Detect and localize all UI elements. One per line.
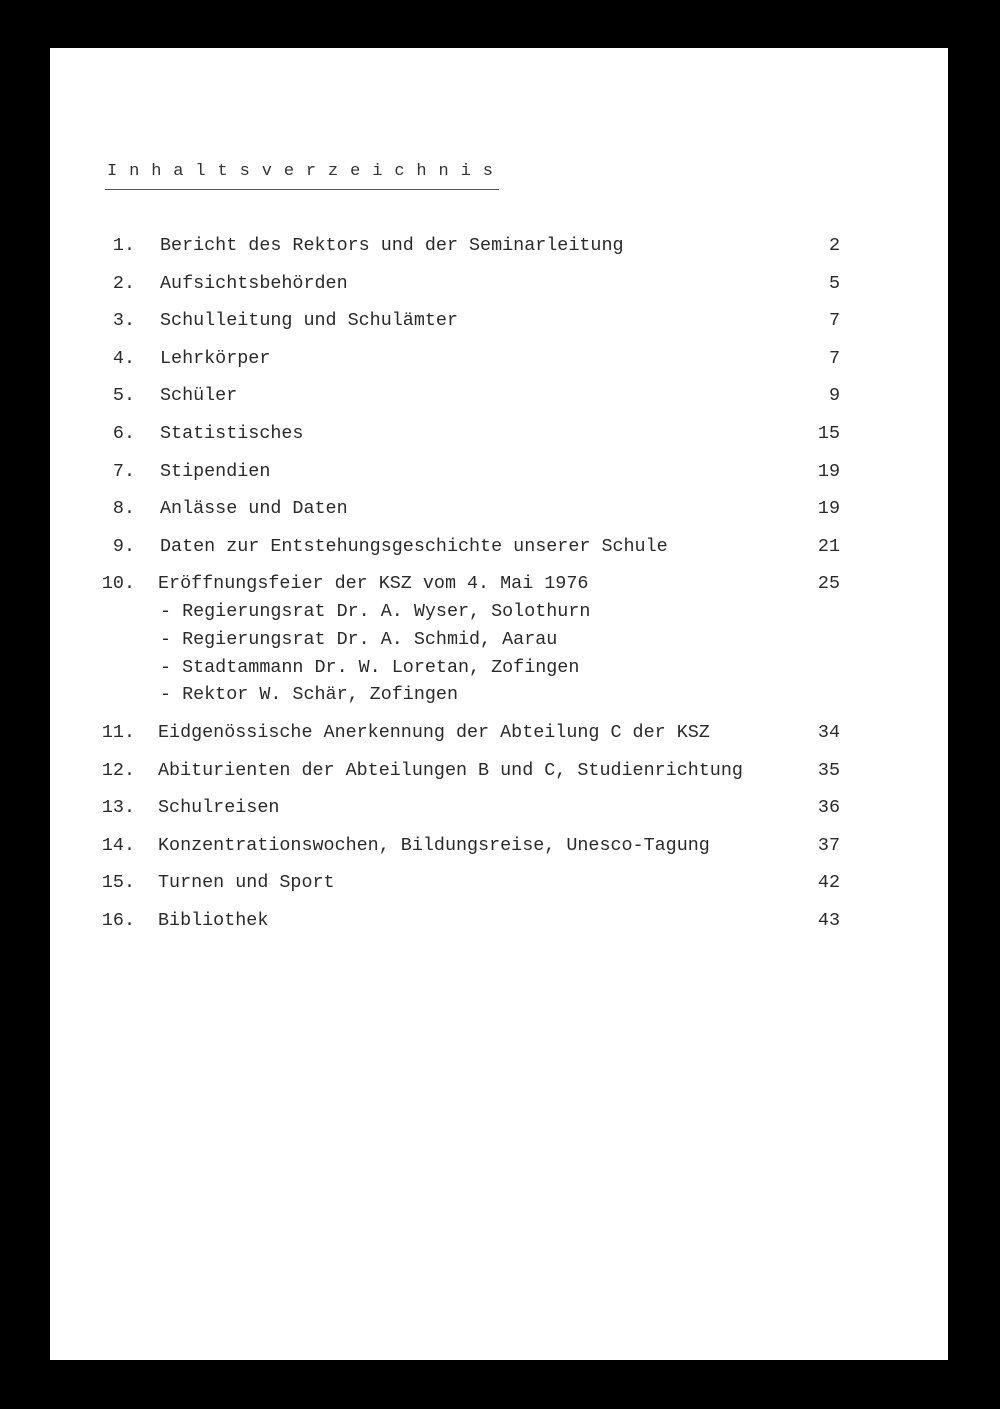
toc-entry (50, 798, 948, 836)
toc-entry (50, 836, 948, 874)
entry-page-number: 19 (817, 460, 840, 482)
entry-title: Bibliothek (158, 909, 269, 931)
page-title: Inhaltsverzeichnis (107, 162, 505, 181)
entry-title: Statistisches (160, 422, 304, 444)
entry-page-number: 35 (817, 759, 840, 781)
entry-number: 5. (112, 385, 135, 407)
toc-entry (50, 462, 948, 500)
entry-title: Eröffnungsfeier der KSZ vom 4. Mai 1976 (158, 573, 589, 595)
entry-page-number: 25 (817, 573, 840, 595)
entry-title: Daten zur Entstehungsgeschichte unserer Schule (160, 535, 668, 557)
entry-page-number: 7 (828, 310, 840, 332)
entry-page-number: 19 (817, 498, 840, 520)
entry-title: Aufsichtsbehörden (160, 272, 348, 294)
toc-entry (50, 424, 948, 462)
entry-title: Schulleitung und Schulämter (160, 310, 458, 332)
entry-page-number: 2 (828, 235, 840, 256)
sub-entry: - Regierungsrat Dr. A. Schmid, Aarau (160, 628, 558, 650)
entry-title: Konzentrationswochen, Bildungsreise, Unesco-Tagung (158, 834, 710, 856)
toc-entry (50, 761, 948, 799)
entry-page-number: 21 (817, 535, 840, 557)
entry-number: 11. (101, 722, 135, 744)
toc-entry (50, 499, 948, 537)
entry-number: 8. (112, 498, 135, 520)
entry-page-number: 43 (817, 909, 840, 931)
entry-number: 4. (112, 347, 135, 369)
entry-page-number: 5 (828, 272, 840, 294)
entry-number: 15. (101, 872, 135, 894)
entry-number: 6. (112, 422, 135, 444)
entry-page-number: 42 (817, 872, 840, 894)
toc-entry (50, 723, 948, 761)
toc-entry (50, 236, 948, 274)
title-underline (105, 189, 499, 190)
toc-entry (50, 386, 948, 424)
entry-number: 13. (101, 797, 135, 819)
entry-number: 2. (112, 272, 135, 294)
entry-number: 14. (101, 834, 135, 856)
entry-title: Lehrkörper (160, 347, 271, 369)
toc-entry (50, 537, 948, 575)
entry-title: Anlässe und Daten (160, 498, 348, 520)
entry-title: Eidgenössische Anerkennung der Abteilung C der KSZ (158, 722, 710, 744)
sub-entry: - Regierungsrat Dr. A. Wyser, Solothurn (160, 601, 591, 623)
entry-number: 9. (112, 535, 135, 557)
document-page (50, 48, 948, 1360)
entry-number: 7. (112, 460, 135, 482)
entry-page-number: 34 (817, 722, 840, 744)
toc-entry (50, 274, 948, 312)
entry-page-number: 36 (817, 797, 840, 819)
entry-number: 12. (101, 759, 135, 781)
entry-title: Stipendien (160, 460, 271, 482)
toc-entry (50, 911, 948, 949)
entry-number: 16. (101, 909, 135, 931)
sub-entries (160, 602, 948, 713)
entry-title: Schulreisen (158, 797, 280, 819)
toc-entry (50, 574, 948, 723)
toc-entry (50, 873, 948, 911)
entry-number: 3. (112, 310, 135, 332)
entry-title: Bericht des Rektors und der Seminarleitung (160, 235, 624, 256)
sub-entry: - Stadtammann Dr. W. Loretan, Zofingen (160, 656, 580, 678)
entry-number: 1. (112, 235, 135, 256)
table-of-contents (50, 236, 948, 949)
entry-title: Abiturienten der Abteilungen B und C, Studienrichtung (158, 759, 743, 781)
toc-entry (50, 311, 948, 349)
entry-page-number: 15 (817, 422, 840, 444)
entry-page-number: 7 (828, 347, 840, 369)
entry-page-number: 9 (828, 385, 840, 407)
sub-entry: - Rektor W. Schär, Zofingen (160, 684, 458, 706)
entry-title: Schüler (160, 385, 238, 407)
toc-entry (50, 349, 948, 387)
entry-number: 10. (101, 573, 135, 595)
entry-title: Turnen und Sport (158, 872, 335, 894)
entry-page-number: 37 (817, 834, 840, 856)
